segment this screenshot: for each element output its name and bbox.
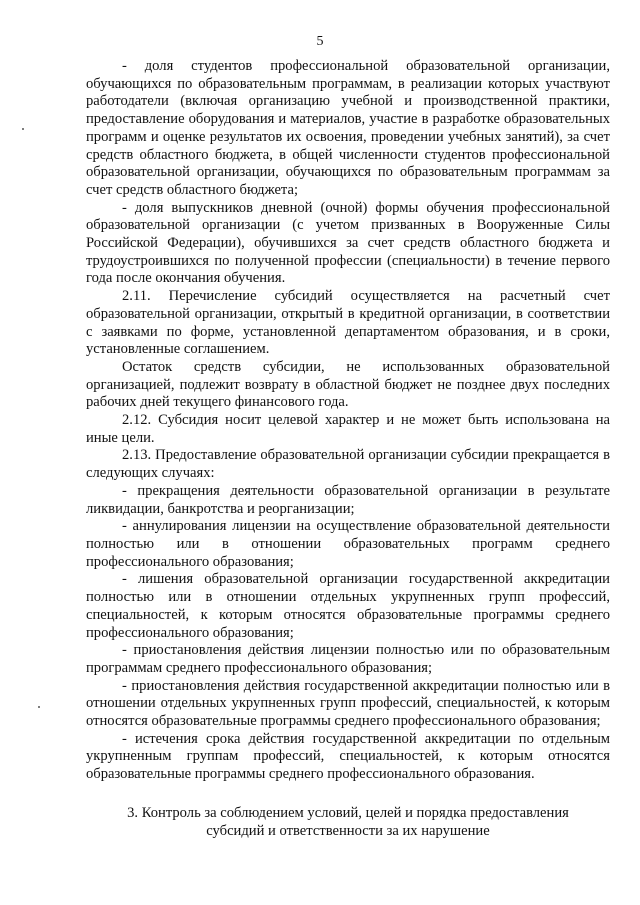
section-heading <box>86 804 610 840</box>
list-item-accreditation-expiry: - истечения срока действия государственной аккредитации по отдельным укрупненным группам профессий, специальностей, к которым относятся образовательные программы среднего профессионального образования. <box>86 730 610 783</box>
list-item-license-suspension: - приостановления действия лицензии полностью или по образовательным программам среднего профессионального образования; <box>86 642 610 676</box>
section-heading-line-1: 3. Контроль за соблюдением условий, целей и порядка предоставления <box>127 805 569 821</box>
scan-speck <box>38 706 40 708</box>
list-item-license-annulment: - аннулирования лицензии на осуществление образовательной деятельности полностью или в отношении образовательных программ среднего профессионального образования; <box>86 518 610 570</box>
paragraph-remainder-return: Остаток средств субсидии, не использованных образовательной организацией, подлежит возврату в областной бюджет не позднее двух последних рабочих дней текущего финансового года. <box>86 358 610 411</box>
section-heading-line-2: субсидий и ответственности за их нарушение <box>206 823 490 839</box>
page-number: 5 <box>316 34 324 49</box>
list-item-accreditation-suspension: - приостановления действия государственной аккредитации полностью или в отношении отдельных укрупненных групп профессий, специальностей, к которым относятся образовательные программы среднего профессионального образования; <box>86 677 610 730</box>
list-item-accreditation-deprivation: - лишения образовательной организации государственной аккредитации полностью или в отношении отдельных укрупненных групп профессий, специальностей, к которым относятся образовательные программы среднего профессионального образования; <box>86 571 610 641</box>
scan-speck <box>22 128 24 130</box>
paragraph-2-12-targeted: 2.12. Субсидия носит целевой характер и не может быть использована на иные цели. <box>86 412 610 446</box>
paragraph-share-students-employers: - доля студентов профессиональной образовательной организации, обучающихся по образовательным программам, в реализации которых участвуют работодатели (включая организацию учебной и производственной практики, предоставление оборудования и материалов, участие в разработке образовательных программ и оценке результатов их освоения, проведении учебных занятий), за счет средств областного бюджета, в общей численности студентов профессиональной образовательной организации, обучающихся по образовательным программам за счет средств областного бюджета; <box>86 58 610 198</box>
document-body <box>86 58 610 784</box>
paragraph-share-graduates-employed: - доля выпускников дневной (очной) формы обучения профессиональной образовательной организации (с учетом призванных в Вооруженные Силы Российской Федерации), обучившихся за счет средств областного бюджета и трудоустроившихся по полученной профессии (специальности) в течение первого года после окончания обучения. <box>86 199 610 287</box>
list-item-liquidation: - прекращения деятельности образовательной организации в результате ликвидации, банкротства и реорганизации; <box>86 482 610 517</box>
paragraph-2-11-transfer: 2.11. Перечисление субсидий осуществляется на расчетный счет образовательной организации, открытый в кредитной организации, в соответствии с заявками по форме, установленной департаментом образования, и в сроки, установленные соглашением. <box>86 288 610 358</box>
paragraph-2-13-termination: 2.13. Предоставление образовательной организации субсидии прекращается в следующих случаях: <box>86 447 610 482</box>
